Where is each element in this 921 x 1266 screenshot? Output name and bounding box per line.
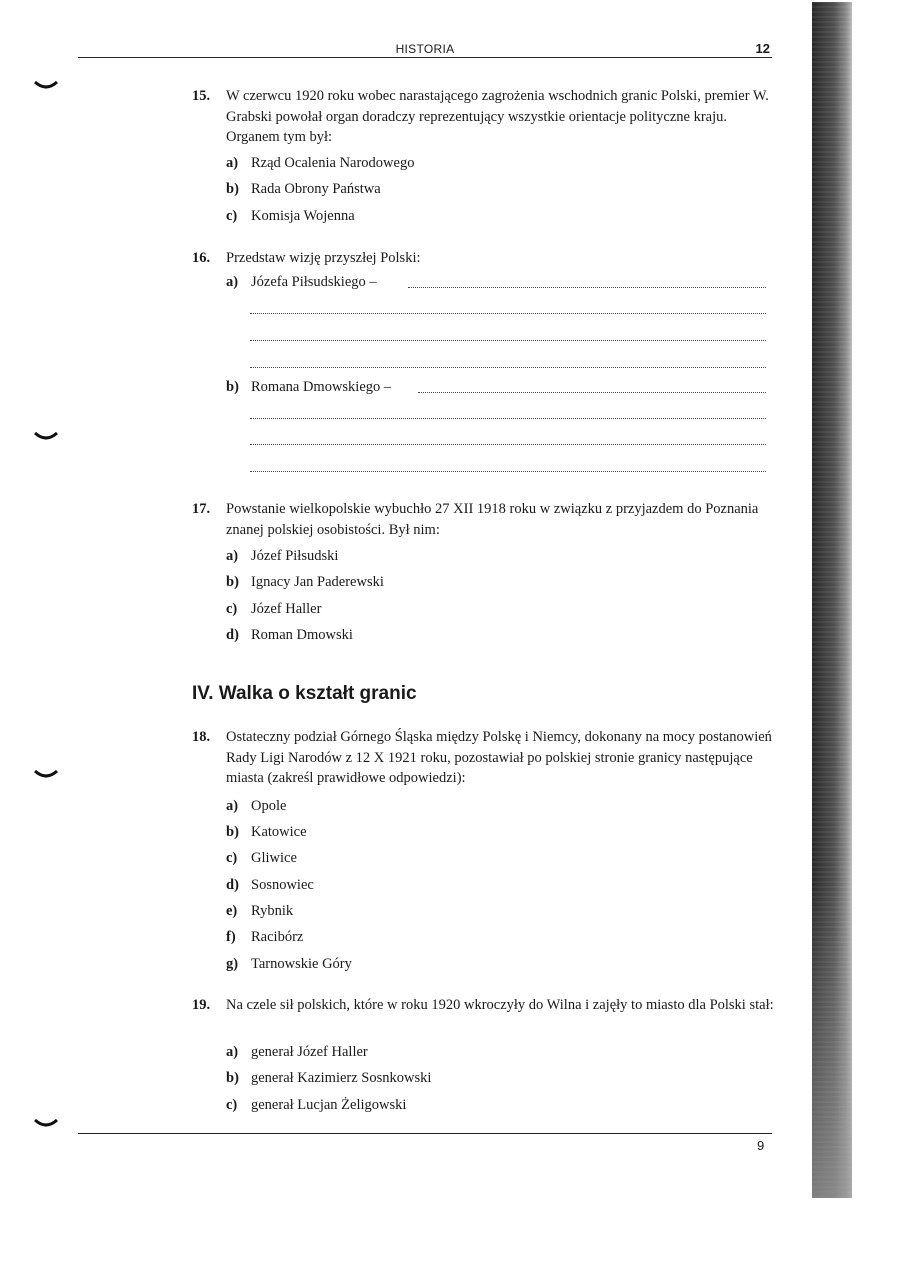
answer-line[interactable] <box>250 417 766 419</box>
option-b[interactable] <box>226 179 381 199</box>
option-letter: d) <box>226 627 239 643</box>
question-17 <box>192 499 778 540</box>
question-number: 18. <box>192 729 211 745</box>
option-letter: a) <box>226 155 239 171</box>
option-text: generał Józef Haller <box>251 1044 368 1060</box>
prompt-text: Józefa Piłsudskiego – <box>251 274 377 290</box>
answer-line[interactable] <box>418 391 766 393</box>
option-letter: g) <box>226 956 239 972</box>
option-text: generał Lucjan Żeligowski <box>251 1097 407 1113</box>
question-text: Przedstaw wizję przyszłej Polski: <box>226 250 421 266</box>
option-text: Rada Obrony Państwa <box>251 181 381 197</box>
option-letter: c) <box>226 1097 238 1113</box>
answer-line[interactable] <box>250 470 766 472</box>
option-letter: a) <box>226 1044 239 1060</box>
option-text: Józef Haller <box>251 601 322 617</box>
question-19 <box>192 995 778 1016</box>
option-text: Roman Dmowski <box>251 627 353 643</box>
punch-hole-mark <box>34 1118 58 1128</box>
header-page-number: 12 <box>755 41 770 56</box>
scan-edge-shadow <box>812 2 852 1198</box>
option-text: Tarnowskie Góry <box>251 956 352 972</box>
question-text: W czerwcu 1920 roku wobec narastającego zagrożenia wschodnich granic Polski, premier W. Grabski powołał organ doradczy reprezentujący wszystkie orientacje polityczne kraju. Organem tym był: <box>226 88 769 145</box>
punch-hole-mark <box>34 80 58 90</box>
question-number: 17. <box>192 501 211 517</box>
option-b[interactable] <box>226 822 307 842</box>
option-text: Opole <box>251 798 287 814</box>
option-letter: c) <box>226 850 238 866</box>
option-f[interactable] <box>226 927 303 947</box>
question-number: 15. <box>192 88 211 104</box>
question-15 <box>192 86 778 148</box>
option-a[interactable] <box>226 546 338 566</box>
option-letter: a) <box>226 274 239 290</box>
question-text: Ostateczny podział Górnego Śląska między Polskę i Niemcy, dokonany na mocy postanowień Rady Ligi Narodów z 12 X 1921 roku, pozostawiał po polskiej stronie granicy następujące miasta (zakreśl prawidłowe odpowiedzi): <box>226 729 772 786</box>
question-18 <box>192 727 778 789</box>
option-text: Józef Piłsudski <box>251 548 339 564</box>
section-heading: IV. Walka o kształt granic <box>192 683 417 704</box>
option-b[interactable] <box>226 1068 431 1088</box>
option-letter: b) <box>226 181 239 197</box>
option-letter: a) <box>226 548 239 564</box>
option-text: Racibórz <box>251 929 304 945</box>
option-c[interactable] <box>226 599 321 619</box>
answer-line[interactable] <box>250 366 766 368</box>
option-e[interactable] <box>226 901 293 921</box>
header-title: HISTORIA <box>395 42 455 56</box>
option-text: generał Kazimierz Sosnkowski <box>251 1070 432 1086</box>
option-letter: b) <box>226 379 239 395</box>
option-g[interactable] <box>226 954 352 974</box>
answer-line[interactable] <box>250 312 766 314</box>
question-text: Na czele sił polskich, które w roku 1920 wkroczyły do Wilna i zajęły to miasto dla Polski stał: <box>226 997 774 1013</box>
page-header <box>78 41 772 58</box>
option-text: Sosnowiec <box>251 877 314 893</box>
option-letter: d) <box>226 877 239 893</box>
question-number: 19. <box>192 997 211 1013</box>
option-letter: b) <box>226 824 239 840</box>
footer-page-number: 9 <box>757 1138 765 1153</box>
option-a[interactable] <box>226 796 286 816</box>
option-d[interactable] <box>226 625 353 645</box>
option-text: Komisja Wojenna <box>251 208 355 224</box>
question-text: Powstanie wielkopolskie wybuchło 27 XII 1918 roku w związku z przyjazdem do Poznania znanej polskiej osobistości. Był nim: <box>226 501 759 538</box>
footer-rule <box>78 1133 772 1134</box>
answer-prompt-a <box>226 274 377 291</box>
answer-line[interactable] <box>250 443 766 445</box>
punch-hole-mark <box>34 769 58 779</box>
option-a[interactable] <box>226 153 414 173</box>
option-c[interactable] <box>226 1095 406 1115</box>
option-text: Rząd Ocalenia Narodowego <box>251 155 415 171</box>
prompt-text: Romana Dmowskiego – <box>251 379 392 395</box>
option-b[interactable] <box>226 572 384 592</box>
question-16 <box>192 248 778 269</box>
option-letter: e) <box>226 903 238 919</box>
option-text: Ignacy Jan Paderewski <box>251 574 384 590</box>
answer-prompt-b <box>226 379 391 396</box>
option-letter: a) <box>226 798 239 814</box>
option-letter: f) <box>226 929 236 945</box>
option-letter: b) <box>226 1070 239 1086</box>
option-c[interactable] <box>226 848 297 868</box>
answer-line[interactable] <box>408 286 766 288</box>
option-text: Rybnik <box>251 903 294 919</box>
option-d[interactable] <box>226 875 314 895</box>
punch-hole-mark <box>34 431 58 441</box>
option-c[interactable] <box>226 206 355 226</box>
option-a[interactable] <box>226 1042 368 1062</box>
option-text: Katowice <box>251 824 307 840</box>
question-number: 16. <box>192 250 211 266</box>
option-text: Gliwice <box>251 850 297 866</box>
option-letter: c) <box>226 601 238 617</box>
answer-line[interactable] <box>250 339 766 341</box>
option-letter: c) <box>226 208 238 224</box>
option-letter: b) <box>226 574 239 590</box>
